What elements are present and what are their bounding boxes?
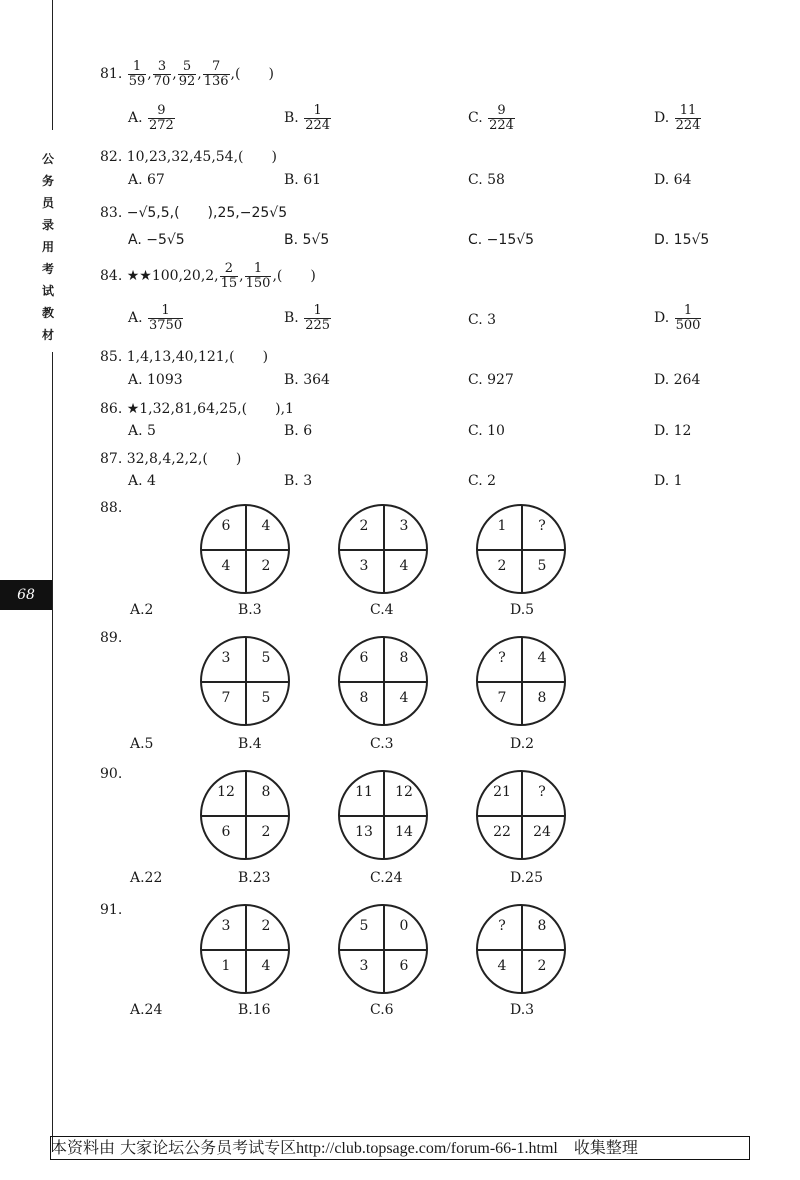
option-b[interactable]: B.3 <box>238 602 262 618</box>
question-82: 82. 10,23,32,45,54,( ) <box>100 149 277 165</box>
quadrant-circle: 3 5 7 5 <box>200 636 290 726</box>
question-90: 90. <box>100 766 123 782</box>
option-b[interactable]: B. 61 <box>284 172 322 188</box>
option-b[interactable]: B. 6 <box>284 423 313 439</box>
quadrant-circle: 12 8 6 2 <box>200 770 290 860</box>
quadrant-circle: 1 ? 2 5 <box>476 504 566 594</box>
option-a[interactable]: A.5 <box>130 736 154 752</box>
footer-source-text: 本资料由 大家论坛公务员考试专区 <box>51 1138 297 1157</box>
option-c[interactable]: C. 3 <box>468 312 497 328</box>
answer-blank: ( ) <box>235 66 274 83</box>
sidebar-char: 录 <box>41 218 54 232</box>
option-c[interactable]: C.3 <box>370 736 394 752</box>
quadrant-circle: ? 4 7 8 <box>476 636 566 726</box>
quadrant-circle: 21 ? 22 24 <box>476 770 566 860</box>
option-a[interactable]: A.22 <box>130 870 163 886</box>
quadrant-circle: 6 8 8 4 <box>338 636 428 726</box>
option-a[interactable]: A. $\frac{9}{272}$ <box>128 103 174 133</box>
option-d[interactable]: D.2 <box>510 736 535 752</box>
option-c[interactable]: C.6 <box>370 1002 394 1018</box>
option-d[interactable]: D. 64 <box>654 172 692 188</box>
option-b[interactable]: B. 5√5 <box>284 232 330 248</box>
question-89: 89. <box>100 630 123 646</box>
sidebar-char: 务 <box>41 174 54 188</box>
page-number: 68 <box>0 580 52 610</box>
sidebar-char: 公 <box>41 152 54 166</box>
option-c[interactable]: C. 58 <box>468 172 505 188</box>
option-a[interactable]: A. $\frac{1}{3750}$ <box>128 303 183 333</box>
option-b[interactable]: B.23 <box>238 870 271 886</box>
option-d[interactable]: D.3 <box>510 1002 535 1018</box>
question-85: 85. 1,4,13,40,121,( ) <box>100 349 269 365</box>
option-c[interactable]: C. $\frac{9}{224}$ <box>468 103 514 133</box>
option-b[interactable]: B. $\frac{1}{225}$ <box>284 303 331 333</box>
sidebar-char: 用 <box>41 240 54 254</box>
footer-banner <box>50 1136 750 1160</box>
sidebar-char: 考 <box>41 262 54 276</box>
sidebar-char: 员 <box>41 196 54 210</box>
option-c[interactable]: C. −15√5 <box>468 232 535 248</box>
quadrant-circle: 5 0 3 6 <box>338 904 428 994</box>
sidebar-char: 教 <box>41 306 54 320</box>
fraction: $\frac{3}{70}$ <box>153 59 171 89</box>
option-d[interactable]: D. 15√5 <box>654 232 710 248</box>
option-c[interactable]: C. 10 <box>468 423 505 439</box>
option-d[interactable]: D. $\frac{11}{224}$ <box>654 103 701 133</box>
fraction: $\frac{1}{59}$ <box>128 59 146 89</box>
option-a[interactable]: A. −5√5 <box>128 232 185 248</box>
option-a[interactable]: A. 5 <box>128 423 156 439</box>
question-number: 81. <box>100 66 123 83</box>
question-88: 88. <box>100 500 123 516</box>
option-c[interactable]: C. 2 <box>468 473 497 489</box>
option-a[interactable]: A. 1093 <box>128 372 183 388</box>
quadrant-circle: 2 3 3 4 <box>338 504 428 594</box>
question-84: 84. ★★100,20,2, $\frac{2}{15}$ , $\frac{1}{150}$ ,( ) <box>100 261 316 291</box>
option-a[interactable]: A. 4 <box>128 473 156 489</box>
option-d[interactable]: D. $\frac{1}{500}$ <box>654 303 701 333</box>
quadrant-circle: 3 2 1 4 <box>200 904 290 994</box>
option-d[interactable]: D. 264 <box>654 372 701 388</box>
option-d[interactable]: D. 1 <box>654 473 683 489</box>
fraction: $\frac{7}{136}$ <box>203 59 229 89</box>
fraction: $\frac{5}{92}$ <box>178 59 196 89</box>
option-d[interactable]: D. 12 <box>654 423 692 439</box>
option-b[interactable]: B. $\frac{1}{224}$ <box>284 103 331 133</box>
question-91: 91. <box>100 902 123 918</box>
option-d[interactable]: D.25 <box>510 870 543 886</box>
question-81: 81. $\frac{1}{59}$ , $\frac{3}{70}$ , $\frac{5}{92}$ , $\frac{7}{136}$ ,( ) <box>100 59 274 89</box>
option-b[interactable]: B.16 <box>238 1002 271 1018</box>
option-c[interactable]: C.4 <box>370 602 394 618</box>
footer-link[interactable]: http://club.topsage.com/forum-66-1.html <box>296 1140 558 1157</box>
option-b[interactable]: B.4 <box>238 736 262 752</box>
quadrant-circle: 11 12 13 14 <box>338 770 428 860</box>
option-b[interactable]: B. 364 <box>284 372 330 388</box>
sidebar-char: 材 <box>41 328 54 342</box>
sidebar-char: 试 <box>41 284 54 298</box>
question-86: 86. ★1,32,81,64,25,( ),1 <box>100 401 294 417</box>
option-c[interactable]: C.24 <box>370 870 403 886</box>
margin-line-top <box>52 0 53 130</box>
option-a[interactable]: A. 67 <box>128 172 165 188</box>
footer-suffix: 收集整理 <box>557 1138 638 1157</box>
margin-line-bottom <box>52 352 53 1152</box>
option-a[interactable]: A.2 <box>130 602 154 618</box>
option-b[interactable]: B. 3 <box>284 473 313 489</box>
question-87: 87. 32,8,4,2,2,( ) <box>100 451 242 467</box>
quadrant-circle: 6 4 4 2 <box>200 504 290 594</box>
star-icon: ★★ <box>126 268 152 285</box>
quadrant-circle: ? 8 4 2 <box>476 904 566 994</box>
option-a[interactable]: A.24 <box>130 1002 163 1018</box>
option-d[interactable]: D.5 <box>510 602 535 618</box>
question-83: 83. −√5,5,( ),25,−25√5 <box>100 205 288 221</box>
option-c[interactable]: C. 927 <box>468 372 514 388</box>
